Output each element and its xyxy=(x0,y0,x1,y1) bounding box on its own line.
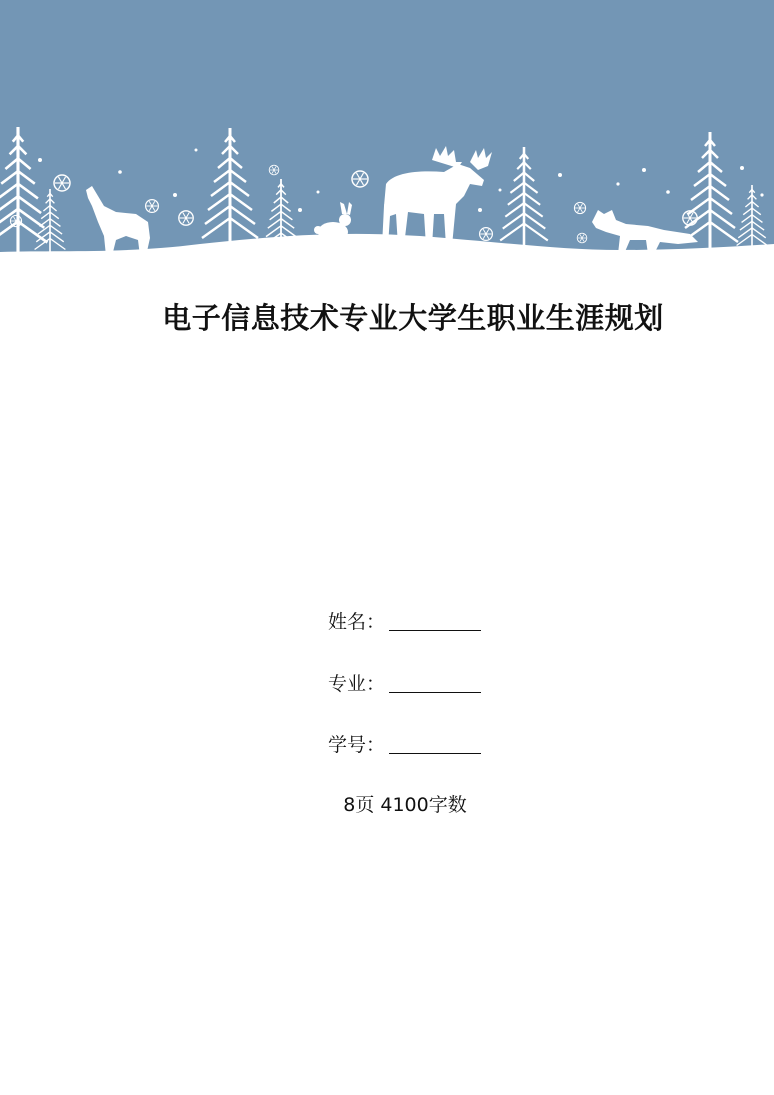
name-field-label: 姓名： xyxy=(328,611,386,633)
major-field-label: 专业： xyxy=(328,673,386,695)
major-field-blank[interactable] xyxy=(389,691,481,693)
name-field-blank[interactable] xyxy=(389,629,481,631)
document-title: 电子信息技术专业大学生职业生涯规划 xyxy=(162,301,664,335)
page-word-count: 8页 4100字数 xyxy=(343,794,467,816)
winter-banner xyxy=(0,0,774,290)
student-id-field-blank[interactable] xyxy=(389,752,481,754)
student-id-field xyxy=(328,727,481,757)
name-field xyxy=(328,604,481,634)
major-field xyxy=(328,666,481,696)
student-id-field-label: 学号： xyxy=(328,734,386,756)
winter-scene xyxy=(0,0,774,290)
